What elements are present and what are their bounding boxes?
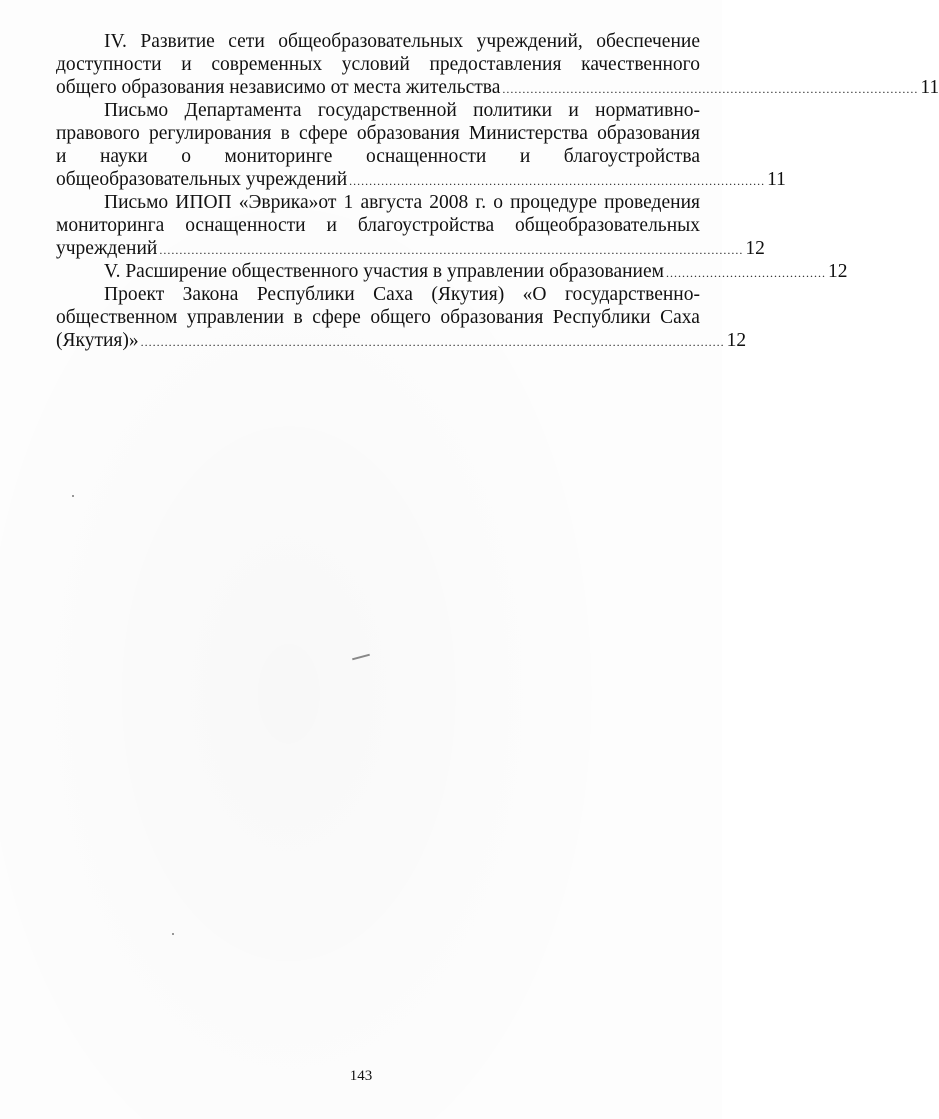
toc-word: (Якутия)	[431, 284, 505, 305]
toc-word: Письмо	[104, 100, 169, 121]
toc-line	[56, 329, 747, 352]
toc-entry-section-v	[56, 260, 848, 283]
toc-word: Закона	[182, 284, 239, 305]
toc-word: нормативно-	[595, 100, 700, 121]
toc-word: оснащенности	[365, 146, 487, 167]
toc-word: «Эврика»от	[238, 192, 337, 213]
toc-word: Министерства	[468, 123, 588, 144]
toc-word: общественном	[56, 307, 178, 328]
table-of-contents	[56, 30, 939, 352]
toc-word: в	[280, 123, 290, 144]
toc-word: Саха	[373, 284, 413, 305]
toc-word: 1	[343, 192, 354, 213]
toc-word: образования	[440, 307, 544, 328]
toc-word: оснащенности	[185, 215, 306, 236]
toc-entry-section-iv	[56, 30, 939, 99]
toc-word: г.	[475, 192, 487, 213]
toc-entry-draft-law	[56, 283, 747, 352]
toc-word: государственной	[317, 100, 457, 121]
toc-line-text: учреждений	[56, 238, 158, 259]
toc-word: регулирования	[148, 123, 272, 144]
toc-word: доступности	[56, 54, 162, 75]
toc-word: политики	[473, 100, 553, 121]
toc-word: мониторинга	[56, 215, 165, 236]
toc-line	[56, 191, 722, 214]
toc-line	[56, 122, 722, 145]
toc-word: государственно-	[564, 284, 700, 305]
toc-word: сети	[228, 31, 265, 52]
toc-word: науки	[99, 146, 148, 167]
toc-line	[56, 76, 939, 99]
toc-word: Республики	[552, 307, 651, 328]
toc-word: сфере	[312, 307, 361, 328]
dot-leader: ........................................................................................................	[502, 82, 919, 96]
dot-leader: ........................................................................................................	[349, 174, 766, 188]
toc-line	[56, 30, 722, 53]
toc-word: процедуре	[510, 192, 597, 213]
toc-entry-letter-evrika	[56, 191, 765, 260]
scan-mark	[352, 654, 370, 661]
toc-line-text: общеобразовательных учреждений	[56, 169, 348, 190]
toc-word: благоустройства	[563, 146, 700, 167]
toc-word: «О	[522, 284, 547, 305]
toc-word: условий	[341, 54, 410, 75]
toc-line	[56, 53, 722, 76]
toc-line	[56, 214, 722, 237]
toc-page-number: 12	[745, 238, 765, 259]
toc-word: и	[519, 146, 531, 167]
toc-entry-letter-department	[56, 99, 786, 191]
toc-line-text: V. Расширение общественного участия в управлении образованием	[104, 261, 664, 282]
toc-word: и	[568, 100, 579, 121]
toc-page-number: 11	[767, 169, 786, 190]
toc-word: Письмо	[104, 192, 169, 213]
toc-word: образования	[356, 123, 460, 144]
toc-word: IV.	[104, 31, 127, 52]
toc-line-text: (Якутия)»	[56, 330, 139, 351]
toc-line	[56, 237, 765, 260]
toc-line	[56, 99, 722, 122]
toc-word: о	[181, 146, 191, 167]
toc-word: и	[326, 215, 337, 236]
toc-word: мониторинге	[224, 146, 333, 167]
toc-word: Департамента	[184, 100, 302, 121]
toc-word: обеспечение	[596, 31, 700, 52]
toc-page-number: 12	[726, 330, 747, 351]
toc-word: проведения	[604, 192, 700, 213]
toc-word: общеобразовательных	[515, 215, 700, 236]
toc-line	[56, 306, 722, 329]
toc-word: общего	[370, 307, 431, 328]
toc-word: Республики	[256, 284, 355, 305]
toc-word: 2008	[429, 192, 469, 213]
toc-word: современных	[211, 54, 323, 75]
toc-line	[56, 283, 722, 306]
toc-word: учреждений,	[476, 31, 583, 52]
toc-word: предоставления	[429, 54, 562, 75]
toc-word: в	[293, 307, 303, 328]
toc-line	[56, 260, 848, 283]
toc-word: общеобразовательных	[278, 31, 464, 52]
toc-word: и	[56, 146, 67, 167]
scan-speck	[72, 495, 74, 497]
toc-word: о	[493, 192, 503, 213]
toc-word: образования	[597, 123, 700, 144]
toc-line-text: общего образования независимо от места жительства	[56, 77, 501, 98]
scan-speck	[172, 933, 174, 935]
toc-word: правового	[56, 123, 140, 144]
toc-line	[56, 168, 786, 191]
toc-word: качественного	[581, 54, 700, 75]
dot-leader: ..................................................................................................................................................	[140, 335, 725, 349]
toc-word: Развитие	[140, 31, 215, 52]
page-number: 143	[349, 1068, 373, 1084]
toc-page-number: 12	[828, 261, 848, 282]
dot-leader: ..................................................................................................................................................	[159, 243, 744, 257]
dot-leader: ........................................	[666, 266, 826, 280]
toc-word: ИПОП	[175, 192, 232, 213]
toc-word: сфере	[299, 123, 348, 144]
toc-page-number: 11	[920, 77, 939, 98]
toc-word: благоустройства	[357, 215, 495, 236]
toc-word: управлении	[186, 307, 285, 328]
toc-word: Проект	[104, 284, 165, 305]
toc-word: и	[181, 54, 192, 75]
toc-word: августа	[360, 192, 423, 213]
toc-word: Саха	[660, 307, 700, 328]
toc-line	[56, 145, 722, 168]
